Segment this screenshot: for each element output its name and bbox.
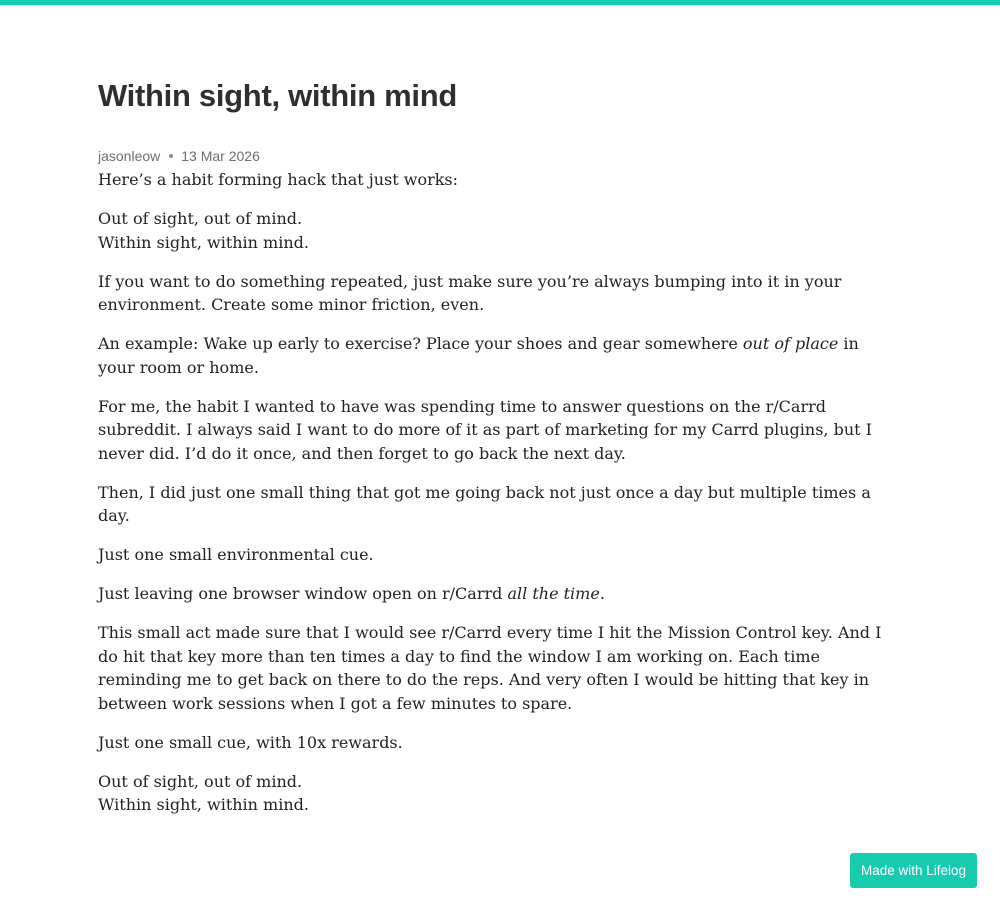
paragraph-text: This small act made sure that I would see r/Carrd every time I hit the Mission Control key. And I do hit that key more than ten times a day to find the window I am working on. Each time reminding me to get back on there to do the reps. And very often I would be hitting that key in between work sessions when I got a few minutes to spare.: [98, 623, 882, 713]
post-article: [98, 60, 898, 832]
paragraph-emphasis: all the time: [507, 584, 600, 603]
paragraph-text: An example: Wake up early to exercise? Place your shoes and gear somewhere: [98, 334, 743, 353]
paragraph-text: Here’s a habit forming hack that just works:: [98, 170, 459, 189]
post-date: 13 Mar 2026: [181, 148, 260, 164]
paragraph-text: Just one small cue, with 10x rewards.: [98, 732, 403, 752]
post-paragraph: [98, 582, 898, 606]
paragraph-text: Within sight, within mind.: [98, 232, 309, 252]
post-title: Within sight, within mind: [98, 78, 457, 113]
post-paragraph: [98, 621, 898, 715]
post-paragraph: [98, 731, 898, 755]
post-paragraph: [98, 770, 898, 817]
paragraph-text: Out of sight, out of mind.: [98, 209, 303, 228]
post-body: [98, 168, 898, 817]
paragraph-text: Just leaving one browser window open on r/Carrd: [98, 584, 508, 603]
paragraph-text: For me, the habit I wanted to have was spending time to answer questions on the r/Carrd subreddit. I always said I want to do more of it as part of marketing for my Carrd plugins, but I never did. I’d do it once, and then forget to go back the next day.: [98, 396, 872, 463]
post-paragraph: [98, 481, 898, 528]
post-author: jasonleow: [98, 148, 161, 164]
paragraph-text: Within sight, within mind.: [98, 795, 309, 814]
paragraph-text: Just one small environmental cue.: [98, 545, 374, 564]
paragraph-text: in your room or home.: [98, 334, 859, 377]
post-paragraph: [98, 207, 898, 254]
paragraph-text: Out of sight, out of mind.: [98, 771, 303, 791]
post-paragraph: [98, 395, 898, 466]
post-meta: [98, 147, 898, 165]
post-paragraph: [98, 168, 898, 192]
paragraph-emphasis: out of place: [742, 334, 839, 353]
paragraph-text: .: [599, 584, 605, 603]
post-paragraph: [98, 332, 898, 379]
made-with-lifelog-button[interactable]: Made with Lifelog: [850, 853, 977, 888]
post-paragraph: [98, 270, 898, 317]
paragraph-text: If you want to do something repeated, just make sure you’re always bumping into it in your environment. Create some minor friction, even.: [98, 271, 842, 314]
meta-separator-dot: [169, 154, 173, 158]
post-paragraph: [98, 543, 898, 567]
paragraph-text: Then, I did just one small thing that got me going back not just once a day but multiple times a day.: [98, 482, 871, 525]
top-accent-bar: [0, 0, 1000, 5]
